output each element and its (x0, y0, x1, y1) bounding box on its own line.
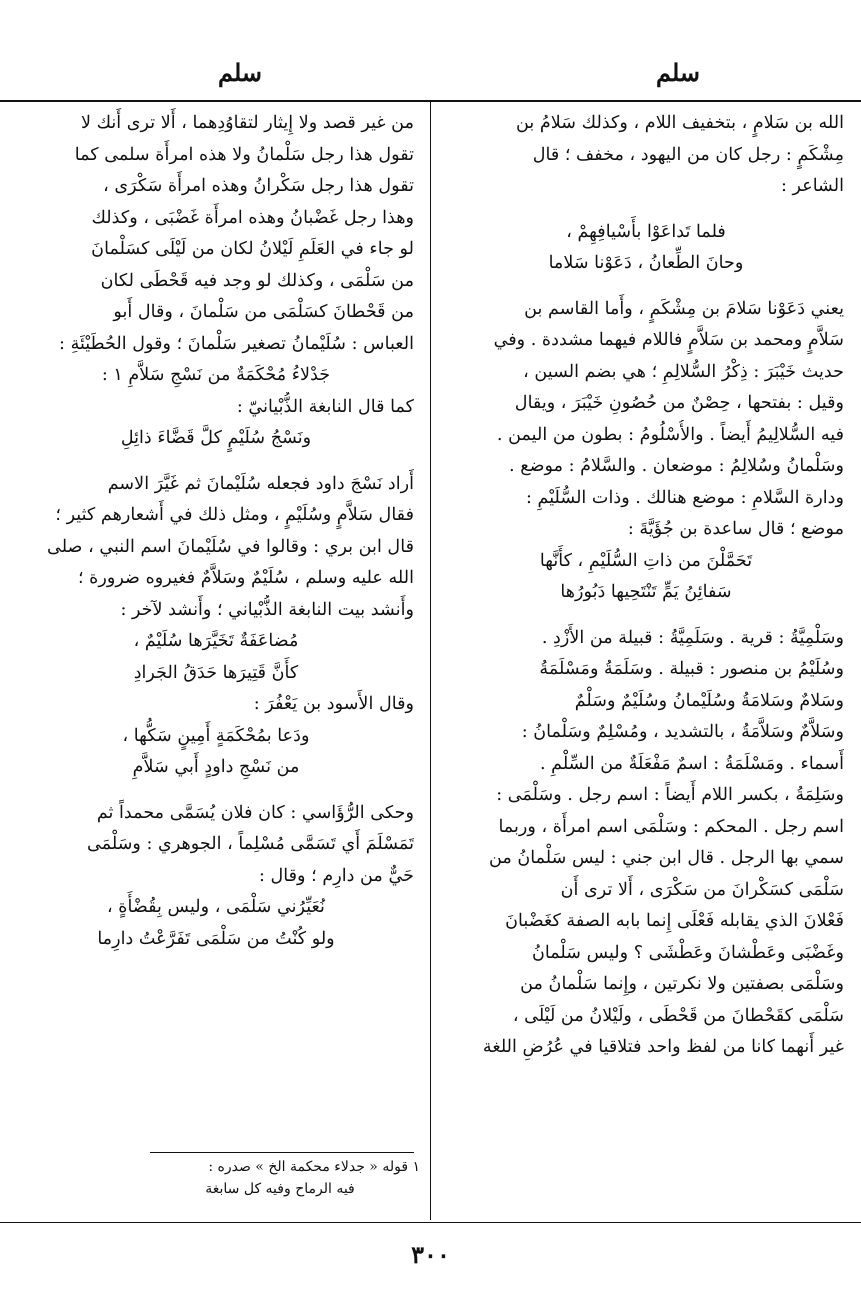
verse-line: كأَنَّ قَتِيرَها حَدَقُ الجَرادِ (133, 662, 299, 683)
text-line: سَلْمَى كسَكْرانَ من سَكْرَى ، أَلا ترى أَن (560, 879, 844, 900)
verse-line: وحانَ الطِّعانُ ، دَعَوْنا سَلاما (548, 253, 744, 273)
text-line: العباس : سُلَيْمانُ تصغير سَلْمانَ ؛ وقول الحُطَيْئَةِ : (59, 333, 414, 354)
verse-line: جَدْلاءُ مُحْكَمَةٌ من نَسْجِ سَلاَّمِ ١ : (101, 365, 331, 385)
text-line: وقيل : بفتحها ، حِصْنٌ من حُصُونِ خَيْبَرَ ، ويقال (514, 393, 844, 413)
text-line: وسَلْمانُ وسُلالِمُ : موضعان . والسَّلامُ : موضع . (509, 456, 844, 476)
text-line: تقول هذا رجل سَكْرانُ وهذه امرأَة سَكْرَى ، (103, 176, 414, 196)
text-line: وسُلَيْمُ بن منصور : قبيلة . وسَلَمَةُ ومَسْلَمَةُ (539, 659, 844, 679)
footnote-line: ١ قوله « جدلاء محكمة الخ » صدره : (208, 1159, 420, 1175)
text-line: مِشْكَمٍ : رجل كان من اليهود ، مخفف ؛ قال (532, 144, 844, 165)
verse-line: تَحَمَّلْنَ من ذاتِ السُّلَيْمِ ، كأَنَّها (539, 550, 753, 571)
text-line: يعني دَعَوْنا سَلامَ بن مِشْكَمٍ ، وأَما القاسم بن (524, 298, 844, 319)
text-line: وسَلاَّمٌ وسَلاَّمَةُ ، بالتشديد ، ومُسْلِمٌ وسَلْمانُ : (521, 722, 844, 742)
footnote-rule (150, 1152, 414, 1153)
text-line: سمي بها الرجل . قال ابن جني : ليس سَلْمانُ من (488, 848, 844, 868)
text-line: فيه السُّلالِيمُ أَيضاً . والأُسْلُومُ : بطون من اليمن . (496, 424, 844, 445)
verse-line: فلما تَداعَوْا بأَسْيافِهِمْ ، (566, 221, 726, 242)
page-number: ٣٠٠ (411, 1240, 450, 1269)
text-line: اسم رجل . المحكم : وسَلْمَى اسم امرأَة ، وربما (498, 816, 844, 837)
text-line: وسَلْمَى بصفتين ولا نكرتين ، وإِنما سَلْمانُ من (520, 974, 844, 994)
text-line: تقول هذا رجل سَلْمانُ ولا هذه امرأَة سلمى كما (74, 144, 414, 165)
text-line: حديث خَيْبَرَ : ذِكْرُ السُّلالِمِ ؛ هي بضم السين ، (523, 361, 844, 382)
text-line: الله عليه وسلم ، سُلَيْمٌ وسَلاَّمٌ فغيروه ضرورة ؛ (77, 568, 414, 588)
footnote-line: فيه الرماح وفيه كل سابغة (205, 1181, 355, 1197)
text-line: أَسماء . ومَسْلَمَةُ : اسمٌ مَفْعَلَةٌ من السِّلْمِ . (539, 753, 844, 774)
text-line: من سَلْمَى ، وكذلك لو وجد فيه قَحْطَى لكان (100, 270, 414, 291)
text-line: لو جاء في العَلَمِ لَيْلانُ لكان من لَيْلَى كسَلْمانَ (91, 239, 414, 259)
verse-line: من نَسْجِ داودٍ أَبي سَلاَّمِ (132, 757, 300, 777)
text-line: وسَلْمِيَّةُ : قرية . وسَلَمِيَّةُ : قبيلة من الأَزْدِ . (541, 627, 844, 648)
text-line: وهذا رجل غَضْبانُ وهذه امرأَة غَضْبَى ، وكذلك (91, 207, 414, 228)
text-line: سَلْمَى كقَحْطانَ من قَحْطَى ، ولَيْلانُ من لَيْلَى ، (512, 1005, 844, 1026)
text-line: فقال سَلاَّمٍ وسُلَيْمٍ ، ومثل ذلك في أَشعارهم كثير ؛ (55, 505, 414, 525)
text-line: تَمَسْلَمَ أَي تَسَمَّى مُسْلِماً ، الجوهري : وسَلْمَى (87, 834, 414, 854)
text-line: وحكى الرُّؤَاسي : كان فلان يُسَمَّى محمداً ثم (96, 802, 414, 823)
header-right-headword: سلم (655, 58, 701, 87)
text-line: وغَضْبَى وعَطْشانَ وعَطْشَى ؟ وليس سَلْمانُ (531, 942, 844, 963)
text-line: من قَحْطانَ كسَلْمَى من سَلْمانَ ، وقال أَبو (113, 302, 414, 322)
verse-line: نُعَيِّرُني سَلْمَى ، وليس بِقُضْأَةٍ ، (107, 897, 325, 917)
text-line: ودارة السَّلامِ : موضع هنالك . وذات السُّلَيْمِ : (526, 487, 844, 508)
footer-rule (0, 1222, 861, 1223)
text-line: وقال الأَسود بن يَعْفُرَ : (253, 694, 414, 714)
text-line: وسَلِمَةُ ، بكسر اللام أَيضاً : اسم رجل . وسَلْمَى : (496, 785, 844, 805)
text-line: قال ابن بري : وقالوا في سُلَيْمانَ اسم النبي ، صلى (47, 536, 414, 557)
verse-line: ودَعا بمُحْكَمَةٍ أَمِينٍ سَكُّها ، (122, 725, 310, 746)
verse-line: ولو كُنْتُ من سَلْمَى تَفَرَّعْتُ دارِما (97, 928, 335, 949)
verse-line: سَفائِنُ يَمٍّ تَنْتَحِيها دَبُورُها (560, 582, 732, 602)
column-divider (430, 102, 431, 1220)
verse-line: مُضاعَفَةٌ تَخَيَّرَها سُلَيْمٌ ، (133, 631, 299, 651)
text-line: أَراد نَسْجَ داود فجعله سُلَيْمانَ ثم غَيَّرَ الاسم (107, 473, 414, 494)
text-line: حَيٌّ من دارِم ؛ وقال : (258, 865, 414, 886)
text-line: فَعْلانَ الذي يقابله فَعْلَى إِنما بابه الصفة كغَضْبانَ (505, 911, 844, 931)
verse-line: ونَسْجُ سُلَيْمٍ كلَّ قَضَّاءَ ذائِلِ (120, 428, 312, 448)
text-line: غير أَنهما كانا من لفظ واحد فتلاقيا في عُرُضِ اللغة (482, 1037, 844, 1057)
text-line: وسَلامٌ وسَلامَةُ وسُلَيْمانُ وسُلَيْمٌ وسَلْمٌ (574, 690, 844, 711)
text-line: موضع ؛ قال ساعدة بن جُؤَيَّةَ : (627, 519, 844, 539)
text-line: الشاعر : (780, 176, 844, 196)
header-left-headword: سلم (217, 58, 263, 87)
footnote (140, 1156, 420, 1200)
right-column (448, 108, 844, 1064)
text-line: كما قال النابغة الذُّبْيانيّ : (236, 396, 414, 417)
text-line: الله بن سَلامٍ ، بتخفيف اللام ، وكذلك سَلامُ بن (516, 113, 844, 133)
text-line: وأَنشد بيت النابغة الذُّبْياني ؛ وأَنشد لآخر : (120, 599, 414, 620)
text-line: من غير قصد ولا إِيثار لتقاوُدِهما ، أَلا ترى أَنك لا (80, 113, 414, 133)
text-line: سَلاَّمٍ ومحمد بن سَلاَّمٍ فاللام فيهما مشددة . وفي (493, 330, 844, 350)
left-column (18, 108, 414, 955)
